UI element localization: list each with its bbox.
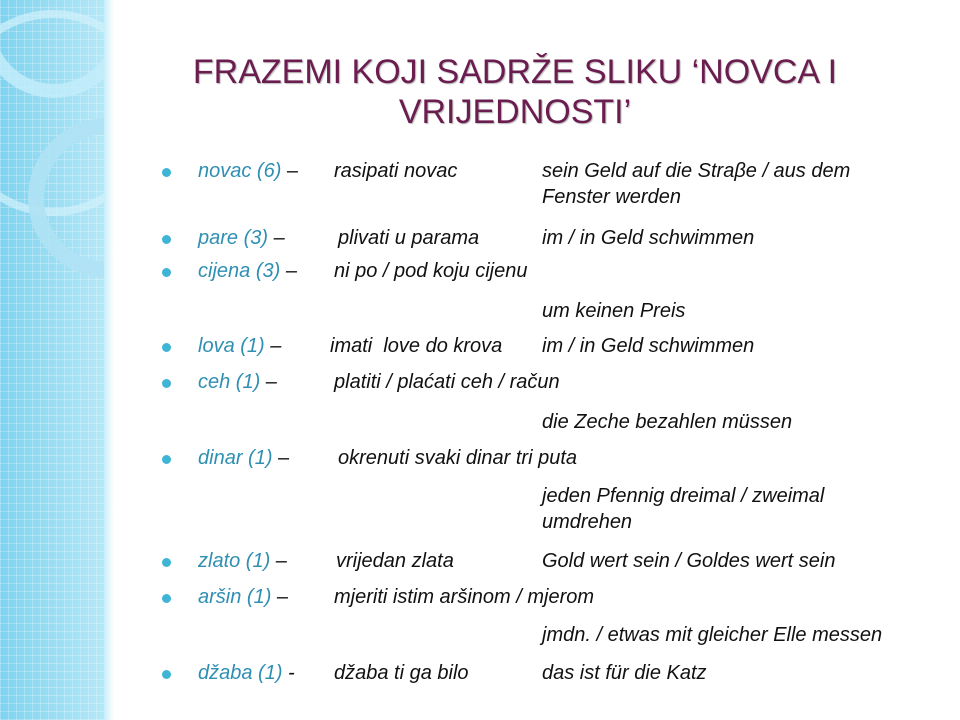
key-word-text: pare (3)	[198, 227, 269, 249]
bullet-icon	[162, 379, 171, 388]
key-word-text: ceh (1)	[198, 371, 261, 393]
bullet-icon	[162, 268, 171, 277]
bullet-icon	[162, 343, 171, 352]
separator: –	[281, 160, 299, 182]
bullet-icon	[162, 168, 171, 177]
german-equivalent: Gold wert sein / Goldes wert sein	[542, 550, 836, 572]
german-equivalent: sein Geld auf die Straβe / aus dem Fenster werden	[542, 160, 851, 208]
decorative-side-band	[0, 0, 104, 720]
band-edge	[104, 0, 114, 720]
german-equivalent: um keinen Preis	[542, 300, 686, 322]
key-word	[198, 548, 287, 574]
separator: –	[270, 550, 287, 572]
key-word	[198, 584, 288, 610]
german-equivalent: im / in Geld schwimmen	[542, 227, 755, 249]
separator: –	[272, 447, 290, 469]
german-equivalent: die Zeche bezahlen müssen	[542, 411, 793, 433]
bullet-icon	[162, 235, 171, 244]
german-equivalent: das ist für die Katz	[542, 662, 707, 684]
key-word-text: aršin (1)	[198, 586, 272, 608]
german-equivalent: jmdn. / etwas mit gleicher Elle messen	[542, 624, 883, 646]
separator: –	[268, 227, 285, 249]
slide-title: FRAZEMI KOJI SADRŽE SLIKU ‘NOVCA I VRIJEDNOSTI’	[192, 53, 838, 131]
croatian-phrase: vrijedan zlata	[336, 550, 454, 572]
key-word-text: dinar (1)	[198, 447, 273, 469]
key-word	[198, 225, 285, 251]
croatian-phrase: plivati u parama	[338, 227, 480, 249]
separator: –	[264, 335, 282, 357]
german-equivalent: jeden Pfennig dreimal / zweimal umdrehen	[542, 485, 825, 533]
bullet-icon	[162, 455, 171, 464]
key-word	[198, 369, 277, 395]
key-word	[198, 445, 289, 471]
separator: –	[271, 586, 289, 608]
separator: –	[260, 371, 277, 393]
croatian-phrase: ni po / pod koju cijenu	[334, 260, 528, 282]
bullet-icon	[162, 670, 171, 679]
decorative-ring	[0, 0, 104, 98]
key-word-text: džaba (1)	[198, 662, 283, 684]
key-word	[198, 258, 297, 284]
key-word-text: cijena (3)	[198, 260, 281, 282]
key-word	[198, 333, 281, 359]
croatian-phrase: rasipati novac	[334, 160, 458, 182]
croatian-phrase: džaba ti ga bilo	[334, 662, 469, 684]
key-word-text: lova (1)	[198, 335, 265, 357]
german-equivalent: im / in Geld schwimmen	[542, 335, 755, 357]
key-word-text: zlato (1)	[198, 550, 271, 572]
key-word-text: novac (6)	[198, 160, 282, 182]
key-word	[198, 158, 298, 184]
croatian-phrase: platiti / plaćati ceh / račun	[334, 371, 560, 393]
separator: –	[280, 260, 297, 282]
croatian-phrase: okrenuti svaki dinar tri puta	[338, 447, 578, 469]
bullet-icon	[162, 558, 171, 567]
key-word	[198, 660, 295, 686]
croatian-phrase: imati love do krova	[330, 335, 503, 357]
croatian-phrase: mjeriti istim aršinom / mjerom	[334, 586, 595, 608]
separator: -	[282, 662, 295, 684]
bullet-icon	[162, 594, 171, 603]
